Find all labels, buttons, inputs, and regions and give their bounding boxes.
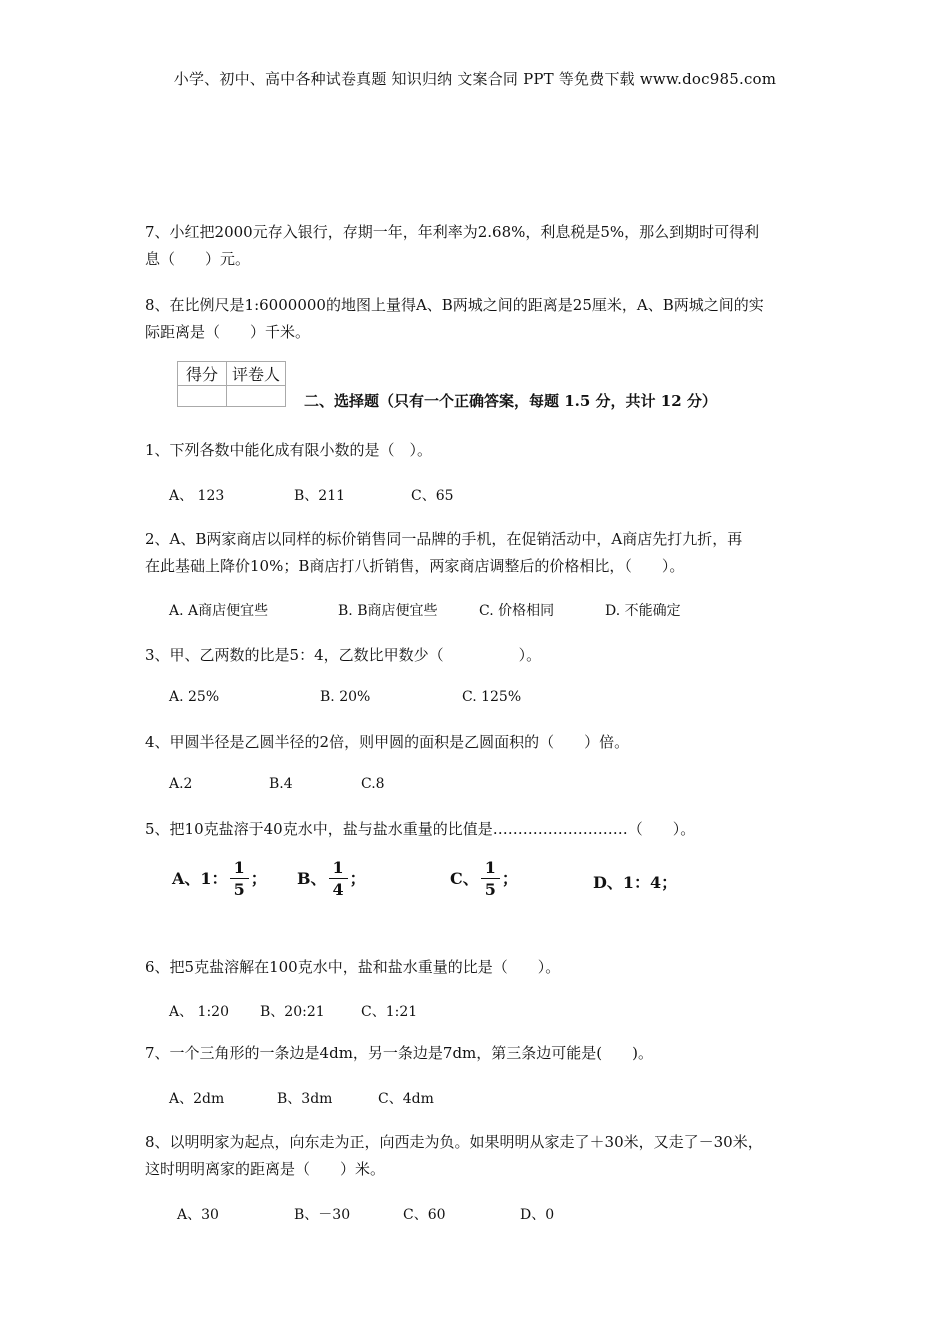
fill-question-8-line1: 8、在比例尺是1:6000000的地图上量得A、B两城之间的距离是25厘米，A、B两城之间的实: [145, 296, 764, 314]
question-2-line1: 2、A、B两家商店以同样的标价销售同一品牌的手机，在促销活动中，A商店先打九折，再: [145, 530, 743, 548]
question-7-text: 7、一个三角形的一条边是4dm，另一条边是7dm，第三条边可能是( )。: [145, 1044, 653, 1062]
fraction-a-denominator: 5: [233, 880, 245, 899]
question-5-text: 5、把10克盐溶于40克水中，盐与盐水重量的比值是………………………（ ）。: [145, 820, 696, 838]
fraction-b-denominator: 4: [332, 880, 344, 899]
fraction-c: [481, 858, 500, 901]
fraction-a: [230, 858, 249, 901]
fraction-c-numerator: 1: [481, 858, 500, 879]
option-b-prefix: B、: [297, 869, 327, 888]
question-6-text: 6、把5克盐溶解在100克水中，盐和盐水重量的比是（ ）。: [145, 958, 561, 976]
question-3-text: 3、甲、乙两数的比是5：4，乙数比甲数少（ ）。: [145, 646, 542, 664]
score-header: 得分: [178, 362, 227, 386]
question-3-option-c: C. 125%: [462, 689, 522, 705]
fill-question-8-line2: 际距离是（ ）千米。: [145, 323, 311, 341]
fill-question-7-line1: 7、小红把2000元存入银行，存期一年，年利率为2.68%，利息税是5%，那么到期时可得利: [145, 223, 760, 241]
fill-question-7-line2: 息（ ）元。: [145, 250, 251, 268]
question-5-option-c: [450, 858, 518, 901]
fraction-b: [329, 858, 348, 901]
question-2-option-d: D. 不能确定: [605, 603, 681, 619]
question-2-option-c: C. 价格相同: [479, 603, 555, 619]
question-4-option-a: A.2: [169, 776, 193, 792]
fraction-a-numerator: 1: [230, 858, 249, 879]
option-a-prefix: A、1：: [172, 869, 228, 888]
question-1-option-b: B、211: [294, 488, 346, 504]
question-5-option-b: [297, 858, 366, 901]
question-4-text: 4、甲圆半径是乙圆半径的2倍，则甲圆的面积是乙圆面积的（ ）倍。: [145, 733, 630, 751]
question-8-line1: 8、以明明家为起点，向东走为正，向西走为负。如果明明从家走了＋30米，又走了－30米，: [145, 1133, 763, 1151]
question-8-option-b: B、－30: [294, 1207, 351, 1223]
question-7-option-a: A、2dm: [169, 1091, 225, 1107]
question-8-option-d: D、0: [520, 1207, 555, 1223]
question-6-option-c: C、1:21: [361, 1004, 418, 1020]
question-4-option-c: C.8: [361, 776, 385, 792]
question-8-option-c: C、60: [403, 1207, 446, 1223]
option-c-prefix: C、: [450, 869, 479, 888]
question-1-option-c: C、65: [411, 488, 454, 504]
grader-cell[interactable]: [227, 386, 286, 407]
option-b-suffix: ；: [349, 869, 366, 888]
fraction-c-denominator: 5: [484, 880, 496, 899]
question-1-text: 1、下列各数中能化成有限小数的是（ ）。: [145, 441, 433, 459]
question-1-option-a: A、 123: [169, 488, 225, 504]
grader-header: 评卷人: [227, 362, 286, 386]
question-3-option-b: B. 20%: [320, 689, 371, 705]
question-5-option-a: [172, 858, 267, 901]
page-header: 小学、初中、高中各种试卷真题 知识归纳 文案合同 PPT 等免费下载 www.doc985.com: [173, 70, 777, 88]
question-6-option-b: B、20:21: [260, 1004, 325, 1020]
question-7-option-b: B、3dm: [277, 1091, 333, 1107]
option-a-suffix: ；: [250, 869, 267, 888]
question-8-line2: 这时明明离家的距离是（ ）米。: [145, 1160, 386, 1178]
question-8-option-a: A、30: [177, 1207, 219, 1223]
question-6-option-a: A、 1:20: [169, 1004, 229, 1020]
question-4-option-b: B.4: [269, 776, 293, 792]
question-2-option-b: B. B商店便宜些: [338, 603, 438, 619]
question-5-option-d: D、1：4；: [593, 873, 678, 892]
question-3-option-a: A. 25%: [169, 689, 220, 705]
question-2-line2: 在此基础上降价10%；B商店打八折销售，两家商店调整后的价格相比，（ ）。: [145, 557, 685, 575]
score-table: [177, 361, 286, 407]
score-cell[interactable]: [178, 386, 227, 407]
section-title: 二、选择题（只有一个正确答案，每题 1.5 分，共计 12 分）: [304, 392, 717, 410]
option-c-suffix: ；: [501, 869, 518, 888]
fraction-b-numerator: 1: [329, 858, 348, 879]
question-2-option-a: A. A商店便宜些: [169, 603, 269, 619]
question-7-option-c: C、4dm: [378, 1091, 434, 1107]
